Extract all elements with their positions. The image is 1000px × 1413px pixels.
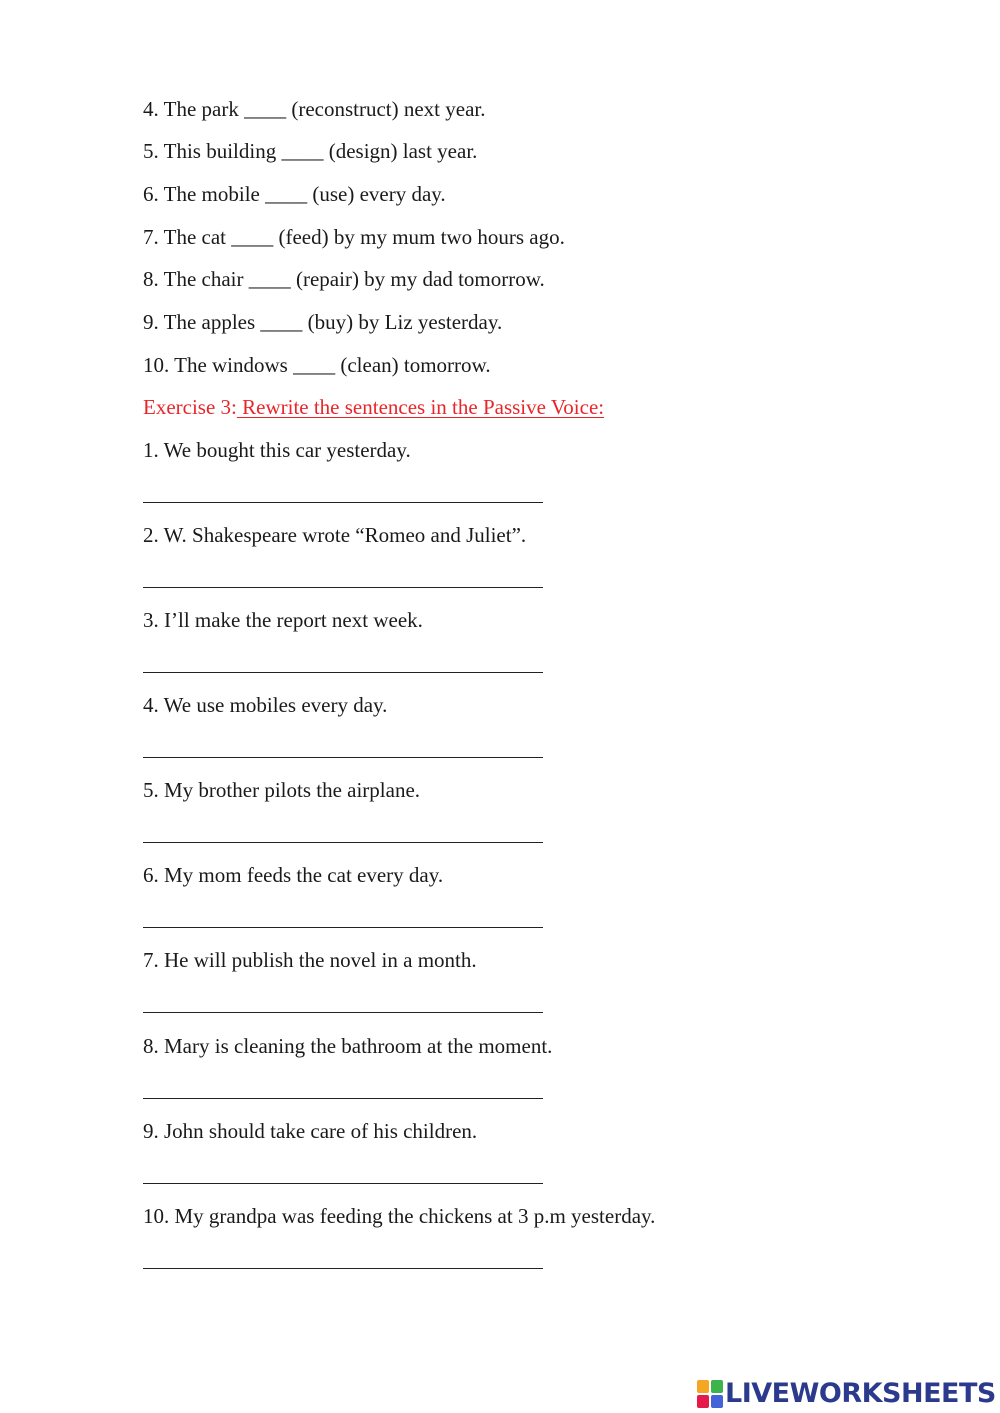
answer-line-3[interactable] bbox=[143, 672, 543, 673]
exercise2-item-10: 10. The windows ____ (clean) tomorrow. bbox=[143, 353, 491, 377]
exercise2-item-4: 4. The park ____ (reconstruct) next year. bbox=[143, 97, 486, 121]
answer-line-4[interactable] bbox=[143, 757, 543, 758]
exercise3-item-1: 1. We bought this car yesterday. bbox=[143, 438, 411, 462]
answer-line-7[interactable] bbox=[143, 1012, 543, 1013]
answer-line-8[interactable] bbox=[143, 1098, 543, 1099]
answer-line-2[interactable] bbox=[143, 587, 543, 588]
exercise3-instruction: Rewrite the sentences in the Passive Voice: bbox=[236, 395, 605, 419]
liveworksheets-logo bbox=[697, 1378, 996, 1410]
exercise3-item-4: 4. We use mobiles every day. bbox=[143, 693, 388, 717]
answer-line-5[interactable] bbox=[143, 842, 543, 843]
exercise3-item-10: 10. My grandpa was feeding the chickens at 3 p.m yesterday. bbox=[143, 1204, 656, 1228]
exercise3-item-8: 8. Mary is cleaning the bathroom at the moment. bbox=[143, 1034, 553, 1058]
exercise2-item-5: 5. This building ____ (design) last year. bbox=[143, 139, 478, 163]
liveworksheets-logo-icon bbox=[697, 1380, 723, 1408]
exercise2-item-6: 6. The mobile ____ (use) every day. bbox=[143, 182, 446, 206]
logo-text: LIVEWORKSHEETS bbox=[725, 1378, 996, 1409]
exercise2-item-8: 8. The chair ____ (repair) by my dad tomorrow. bbox=[143, 267, 545, 291]
logo-square bbox=[711, 1395, 723, 1408]
exercise3-item-3: 3. I’ll make the report next week. bbox=[143, 608, 423, 632]
exercise3-heading bbox=[143, 394, 604, 420]
exercise3-label: Exercise 3: bbox=[143, 395, 237, 419]
logo-square bbox=[697, 1380, 709, 1393]
exercise3-item-5: 5. My brother pilots the airplane. bbox=[143, 778, 421, 802]
exercise3-item-2: 2. W. Shakespeare wrote “Romeo and Juliet”. bbox=[143, 523, 527, 547]
answer-line-1[interactable] bbox=[143, 502, 543, 503]
answer-line-6[interactable] bbox=[143, 927, 543, 928]
logo-square bbox=[711, 1380, 723, 1393]
exercise3-item-7: 7. He will publish the novel in a month. bbox=[143, 948, 477, 972]
exercise2-item-9: 9. The apples ____ (buy) by Liz yesterday. bbox=[143, 310, 503, 334]
exercise3-item-6: 6. My mom feeds the cat every day. bbox=[143, 863, 444, 887]
answer-line-10[interactable] bbox=[143, 1268, 543, 1269]
exercise2-item-7: 7. The cat ____ (feed) by my mum two hours ago. bbox=[143, 225, 565, 249]
answer-line-9[interactable] bbox=[143, 1183, 543, 1184]
exercise3-item-9: 9. John should take care of his children. bbox=[143, 1119, 478, 1143]
logo-square bbox=[697, 1395, 709, 1408]
